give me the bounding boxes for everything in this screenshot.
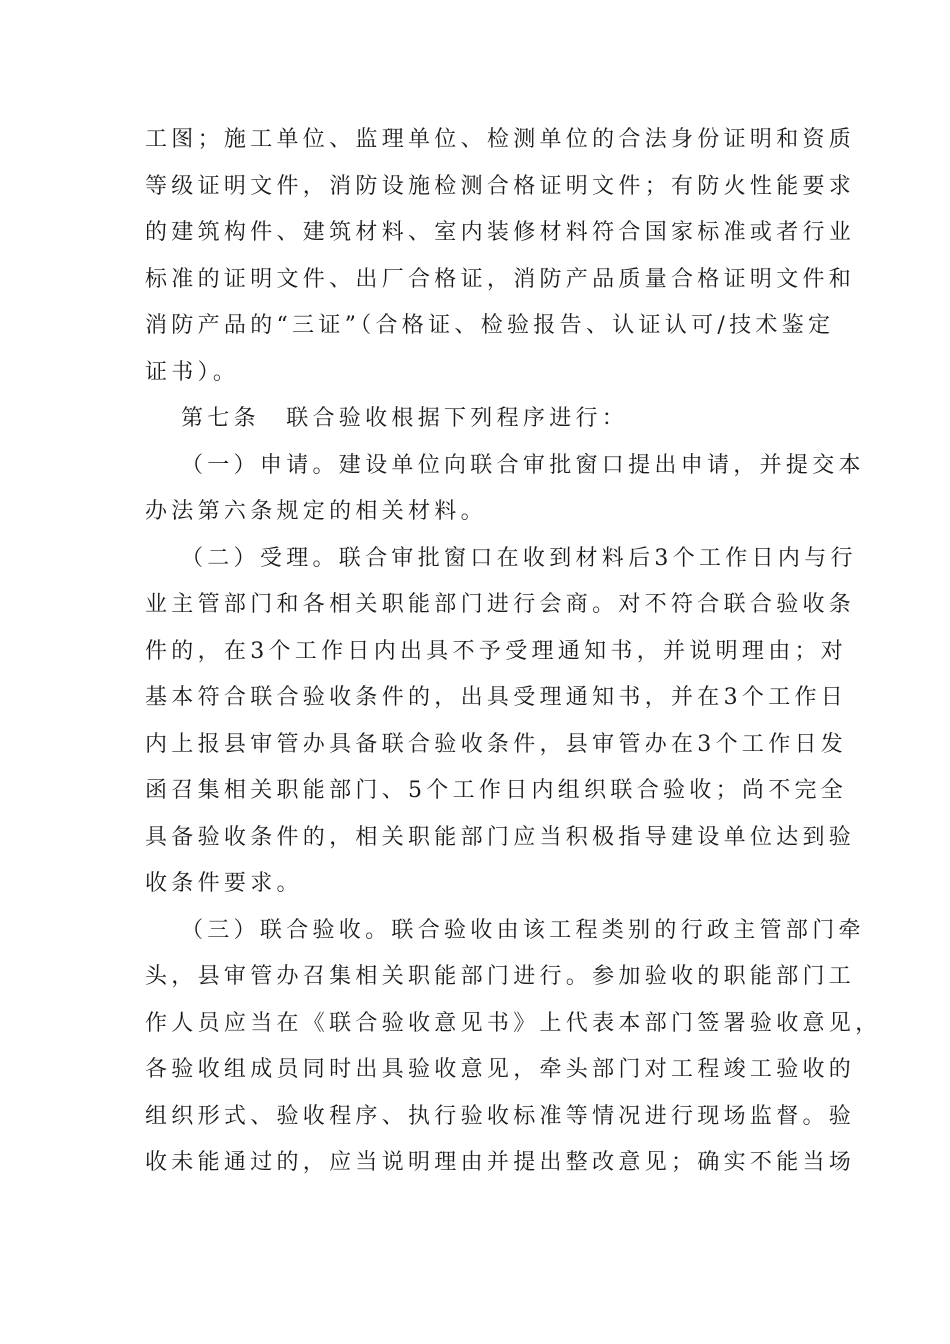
text-line: 基本符合联合验收条件的，出具受理通知书，并在3个工作日: [145, 685, 848, 710]
text-line: （三）联合验收。联合验收由该工程类别的行政主管部门牵: [181, 917, 865, 943]
text-line: 等级证明文件，消防设施检测合格证明文件；有防火性能要求: [145, 173, 856, 199]
body-text: [145, 117, 882, 1187]
text-line: 办法第六条规定的相关材料。: [145, 499, 487, 524]
text-line: 组织形式、验收程序、执行验收标准等情况进行现场监督。验: [145, 1103, 856, 1129]
text-line: 头，县审管办召集相关职能部门进行。参加验收的职能部门工: [145, 964, 856, 989]
text-line: 证书）。: [145, 359, 240, 385]
text-line: 工图；施工单位、监理单位、检测单位的合法身份证明和资质: [145, 127, 856, 152]
text-line: （一）申请。建设单位向联合审批窗口提出申请，并提交本: [181, 452, 865, 478]
text-line: 各验收组成员同时出具验收意见，牵头部门对工程竣工验收的: [145, 1057, 856, 1082]
text-line: 业主管部门和各相关职能部门进行会商。对不符合联合验收条: [145, 592, 856, 617]
text-line: 函召集相关职能部门、5个工作日内组织联合验收；尚不完全: [145, 778, 848, 803]
article-heading: 第七条 联合验收根据下列程序进行：: [181, 406, 629, 431]
text-line: 内上报县审管办具备联合验收条件，县审管办在3个工作日发: [145, 731, 848, 757]
text-line: 收未能通过的，应当说明理由并提出整改意见；确实不能当场: [145, 1150, 856, 1175]
text-line: 消防产品的“三证”（合格证、检验报告、认证认可/技术鉴定: [145, 313, 835, 338]
text-line: 具备验收条件的，相关职能部门应当积极指导建设单位达到验: [145, 824, 856, 850]
text-line: 作人员应当在《联合验收意见书》上代表本部门签署验收意见，: [145, 1010, 882, 1036]
text-line: 收条件要求。: [145, 871, 303, 896]
text-line: （二）受理。联合审批窗口在收到材料后3个工作日内与行: [181, 545, 857, 571]
text-line: 的建筑构件、建筑材料、室内装修材料符合国家标准或者行业: [145, 220, 856, 245]
text-line: 件的，在3个工作日内出具不予受理通知书，并说明理由；对: [145, 638, 848, 664]
text-line: 标准的证明文件、出厂合格证，消防产品质量合格证明文件和: [145, 266, 856, 292]
